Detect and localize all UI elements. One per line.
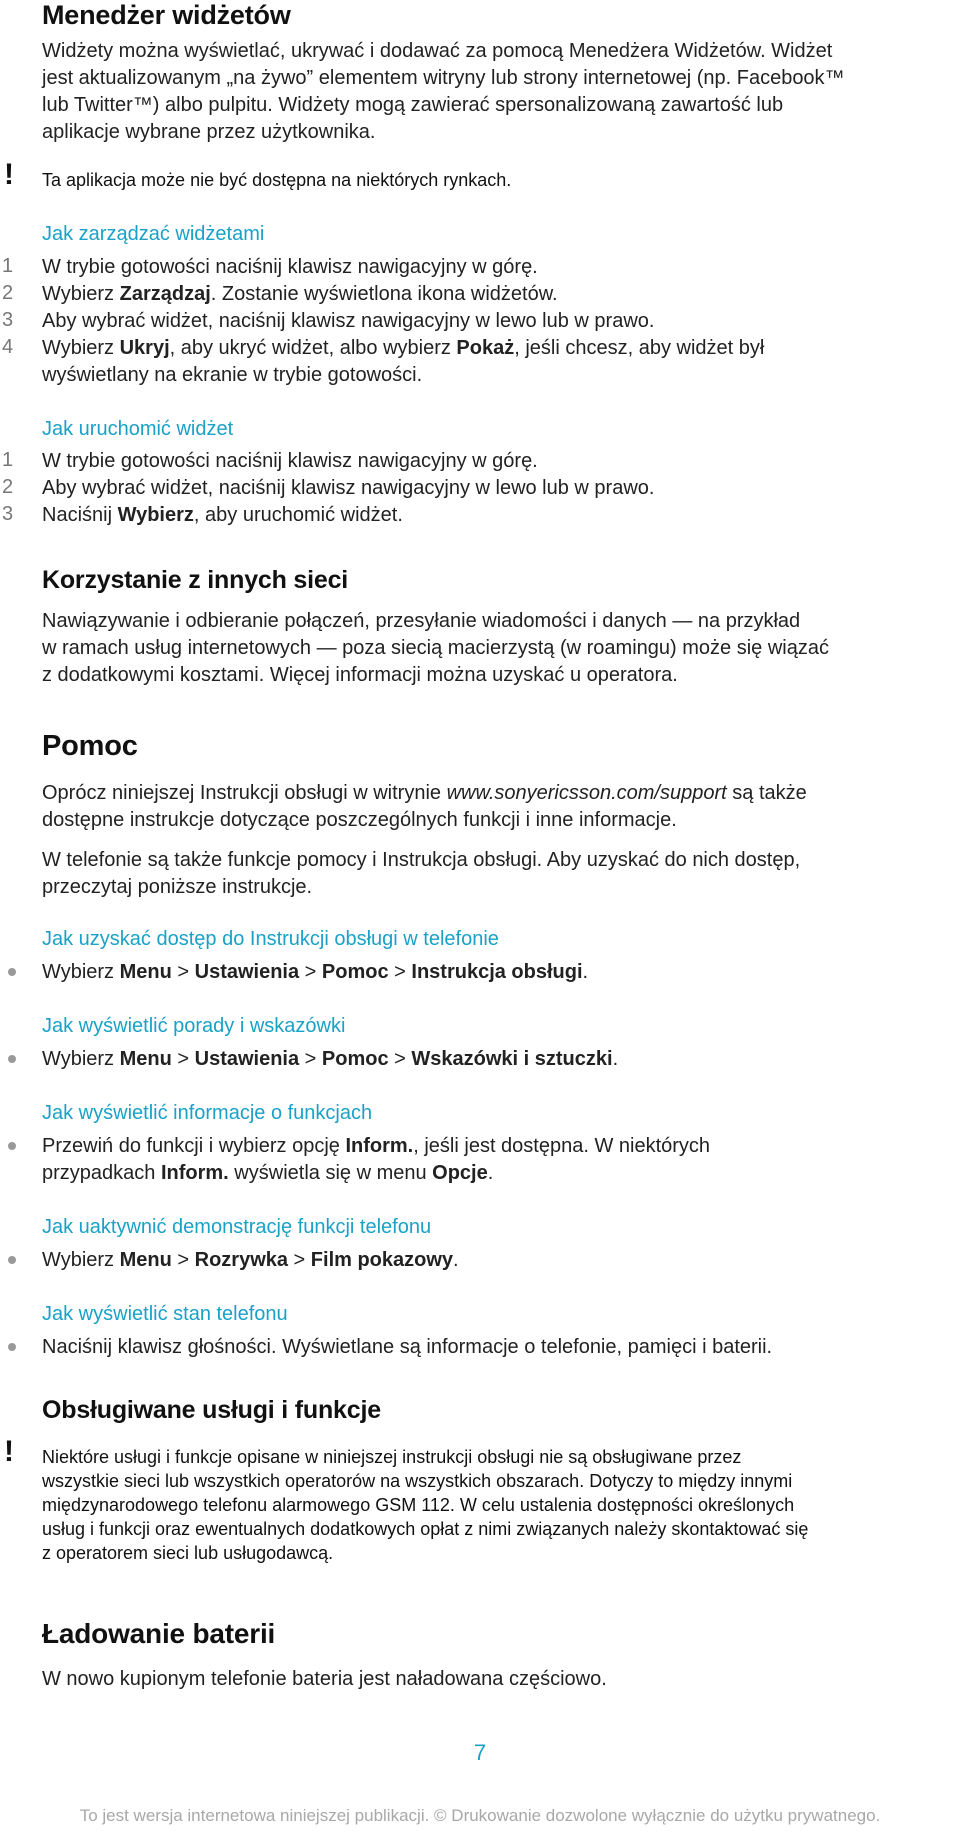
bullet-dot [8,1343,16,1351]
bullet-text: Wybierz Menu > Rozrywka > Film pokazowy. [42,1249,459,1271]
warning-icon: ! [4,1435,14,1468]
subheading-tips: Jak wyświetlić porady i wskazówki [42,1015,346,1037]
step-text: W trybie gotowości naciśnij klawisz nawigacyjny w górę. [42,450,538,472]
step-number: 1 [2,449,14,471]
widgets-availability-note: Ta aplikacja może nie być dostępna na niektórych rynkach. [42,170,512,190]
bullet-text: Naciśnij klawisz głośności. Wyświetlane są informacje o telefonie, pamięci i baterii. [42,1336,773,1358]
section-title-battery: Ładowanie baterii [42,1618,276,1649]
intro-line: Widżety można wyświetlać, ukrywać i dodawać za pomocą Menedżera Widżetów. Widżet [42,40,833,62]
subheading-manage-widgets: Jak zarządzać widżetami [42,223,265,245]
section-title-widgets: Menedżer widżetów [42,0,291,30]
step-number: 3 [2,503,14,525]
step-number: 2 [2,476,14,498]
intro-line: jest aktualizowanym „na żywo” elementem witryny lub strony internetowej (np. Facebook™ [42,67,845,89]
intro-line: lub Twitter™) albo pulpitu. Widżety mogą zawierać spersonalizowaną zawartość lub [42,94,784,116]
step-number: 4 [2,336,14,358]
subheading-launch-widget: Jak uruchomić widżet [42,418,234,440]
subheading-user-guide: Jak uzyskać dostęp do Instrukcji obsługi w telefonie [42,928,499,950]
intro-line: aplikacje wybrane przez użytkownika. [42,121,376,143]
step-number: 2 [2,282,14,304]
subheading-phone-status: Jak wyświetlić stan telefonu [42,1303,288,1325]
bullet-dot [8,1256,16,1264]
section-title-networks: Korzystanie z innych sieci [42,566,349,594]
bullet-dot [8,1055,16,1063]
step-number: 3 [2,309,14,331]
support-link[interactable]: www.sonyericsson.com/support [446,782,727,804]
step-text: Wybierz Ukryj, aby ukryć widżet, albo wybierz Pokaż, jeśli chcesz, aby widżet był wyświetlany na ekranie w trybie gotowości. [42,337,765,386]
help-paragraph-1: Oprócz niniejszej Instrukcji obsługi w witrynie www.sonyericsson.com/support są także dostępne instrukcje dotyczące poszczególnych funkcji i inne informacje. [42,782,807,831]
footer-notice: To jest wersja internetowa niniejszej publikacji. © Drukowanie dozwolone wyłącznie do użytku prywatnego. [79,1806,881,1825]
step-text: Aby wybrać widżet, naciśnij klawisz nawigacyjny w lewo lub w prawo. [42,310,655,332]
step-text: Aby wybrać widżet, naciśnij klawisz nawigacyjny w lewo lub w prawo. [42,477,655,499]
step-number: 1 [2,255,14,277]
page-number: 7 [473,1740,487,1765]
bullet-dot [8,1142,16,1150]
step-text: Naciśnij Wybierz, aby uruchomić widżet. [42,504,403,526]
networks-text: Nawiązywanie i odbieranie połączeń, przesyłanie wiadomości i danych — na przykład w ramach usług internetowych — poza siecią macierzystą (w roamingu) może się wiązać z dodatkowymi kosztami. Więcej informacji można uzyskać u operatora. [42,610,829,686]
bullet-text: Przewiń do funkcji i wybierz opcję Inform., jeśli jest dostępna. W niektórych przypadkach Inform. wyświetla się w menu Opcje. [42,1135,711,1184]
step-text: Wybierz Zarządzaj. Zostanie wyświetlona ikona widżetów. [42,283,558,305]
section-title-help: Pomoc [42,730,138,762]
services-note: Niektóre usługi i funkcje opisane w niniejszej instrukcji obsługi nie są obsługiwane przez wszystkie sieci lub wszystkich operatorów na wszystkich obszarach. Dotyczy to między innymi międzynarodowego telefonu alarmowego GSM 112. W celu ustalenia dostępności określonych usług i funkcji oraz ewentualnych dodatkowych opłat z nimi związanych należy skontaktować się z operatorem sieci lub usługodawcą. [42,1447,809,1563]
help-paragraph-2: W telefonie są także funkcje pomocy i Instrukcja obsługi. Aby uzyskać do nich dostęp, przeczytaj poniższe instrukcje. [42,849,801,898]
bullet-text: Wybierz Menu > Ustawienia > Pomoc > Wskazówki i sztuczki. [42,1048,619,1070]
bullet-text: Wybierz Menu > Ustawienia > Pomoc > Instrukcja obsługi. [42,961,589,983]
warning-icon: ! [4,158,14,191]
subheading-function-info: Jak wyświetlić informacje o funkcjach [42,1102,373,1124]
subheading-demo: Jak uaktywnić demonstrację funkcji telefonu [42,1216,432,1238]
section-title-services: Obsługiwane usługi i funkcje [42,1396,381,1424]
widgets-intro [42,38,922,146]
bullet-dot [8,968,16,976]
battery-text: W nowo kupionym telefonie bateria jest naładowana częściowo. [42,1668,607,1690]
step-text: W trybie gotowości naciśnij klawisz nawigacyjny w górę. [42,256,538,278]
